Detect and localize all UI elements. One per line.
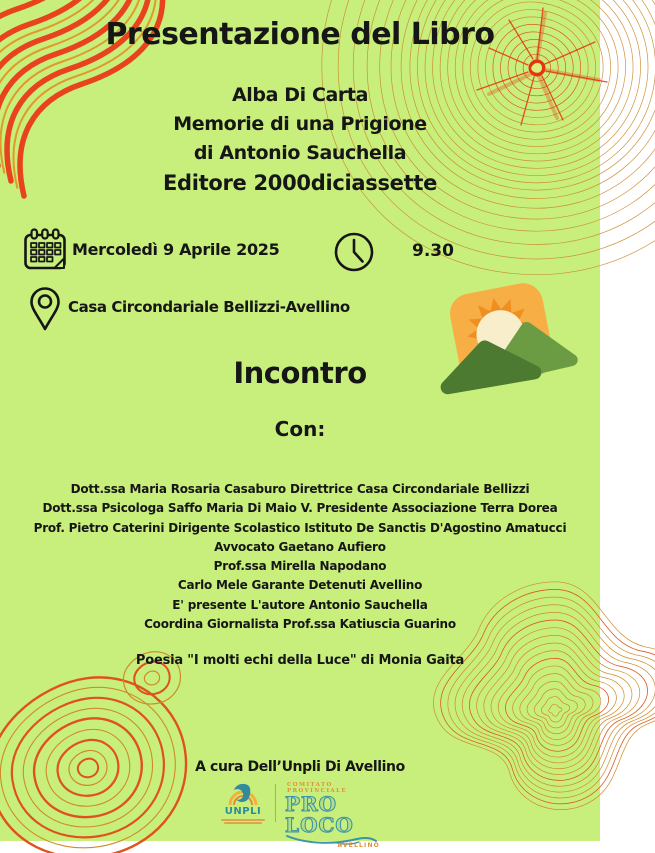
event-location: Casa Circondariale Bellizzi-Avellino [68,298,350,316]
book-title: Alba Di Carta [232,84,368,106]
meeting-heading: Incontro [233,356,367,390]
proloco-logo [285,782,380,849]
location-pin-icon [29,286,61,332]
calendar-icon [22,227,68,273]
participant-line: Prof.ssa Mirella Napodano [213,559,387,574]
credit-line: A cura Dell’Unpli Di Avellino [195,759,405,775]
unpli-logo [220,782,266,824]
participant-line: Avvocato Gaetano Aufiero [214,539,386,554]
participants-list [0,480,600,634]
participant-line: Prof. Pietro Caterini Dirigente Scolastico Istituto De Sanctis D'Agostino Amatucci [33,520,567,535]
proloco-city-label: AVELLINO [337,842,380,849]
book-subtitle: Memorie di una Prigione [173,113,427,135]
participant-line: Dott.ssa Psicologa Saffo Maria Di Maio V. Presidente Associazione Terra Dorea [42,501,558,516]
publisher-line: Editore 2000diciassette [162,171,438,195]
participant-line: Dott.ssa Maria Rosaria Casaburo Direttrice Casa Circondariale Bellizzi [70,482,530,496]
book-author: di Antonio Sauchella [193,142,407,164]
participant-line: Coordina Giornalista Prof.ssa Katiuscia Guarino [144,617,456,632]
page-title: Presentazione del Libro [105,17,495,52]
sunrise-landscape-icon [432,280,572,420]
poetry-line: Poesia "I molti echi della Luce" di Monia Gaita [135,653,465,668]
logo-row [0,782,600,849]
event-date: Mercoledì 9 Aprile 2025 [72,240,280,259]
unpli-house-dolphin-icon [225,782,261,806]
logo-divider [275,784,276,822]
proloco-committee-label: COMITATO PROVINCIALE [287,782,347,794]
clock-icon [333,231,375,273]
proloco-wordmark: PRO LOCO [285,792,354,837]
meeting-with-label: Con: [274,417,326,441]
unpli-tagline-line [221,819,265,821]
participant-line: E' presente L'autore Antonio Sauchella [172,597,428,612]
event-time: 9.30 [412,241,454,261]
participant-line: Carlo Mele Garante Detenuti Avellino [177,578,423,593]
unpli-wordmark: UNPLI [224,806,262,817]
unpli-tagline-line [224,822,262,824]
